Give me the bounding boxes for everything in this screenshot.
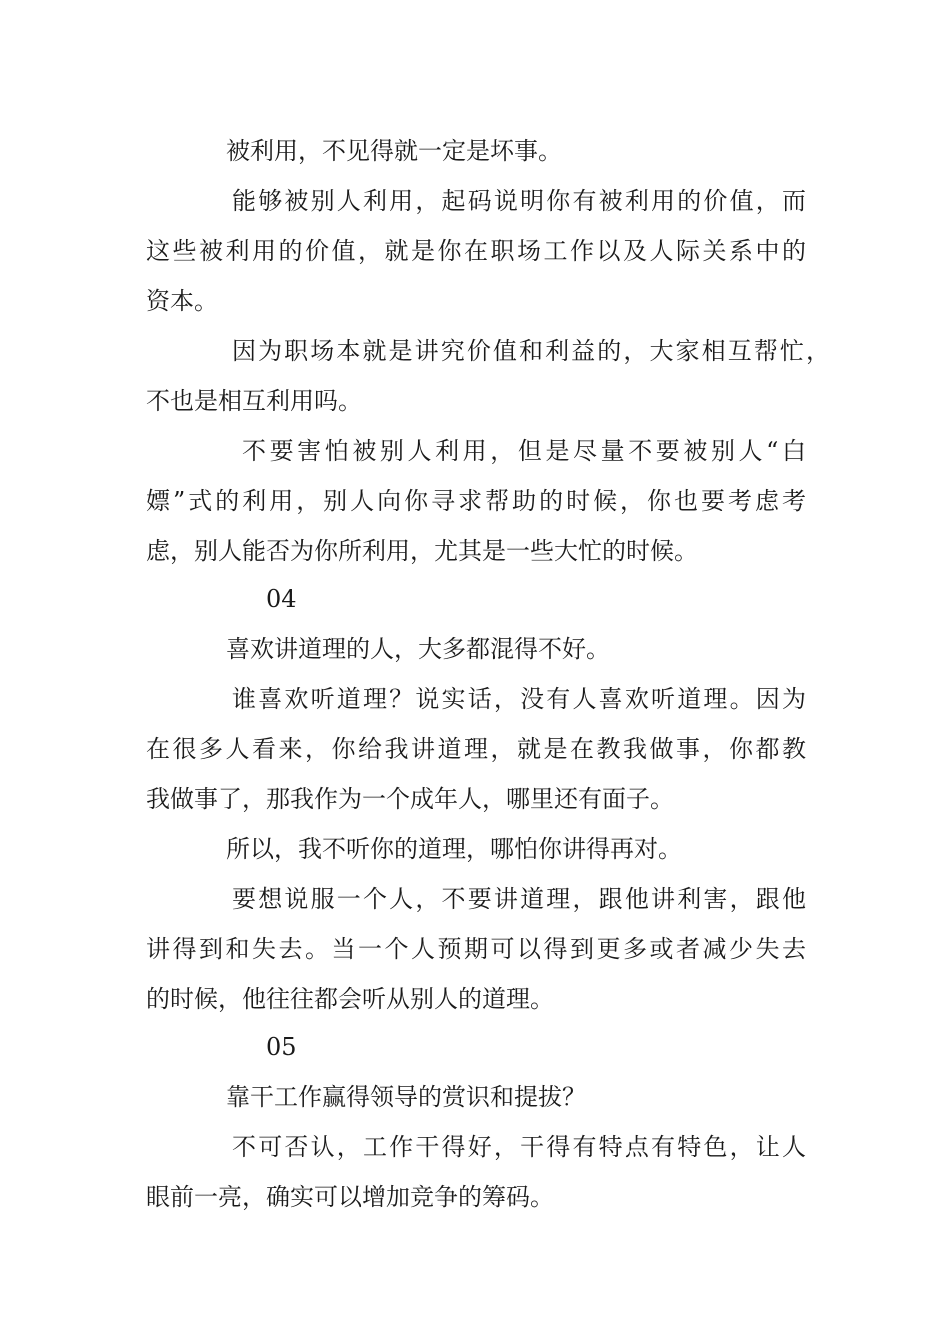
section-number: 04 — [266, 585, 297, 613]
paragraph-line: 眼前一亮，确实可以增加竞争的筹码。 — [146, 1183, 554, 1211]
paragraph-line: 讲得到和失去。当一个人预期可以得到更多或者减少失去 — [146, 935, 806, 963]
paragraph-line: 不要害怕被别人利用，但是尽量不要被别人“白 — [242, 437, 806, 465]
paragraph-line: 虑，别人能否为你所利用，尤其是一些大忙的时候。 — [146, 537, 698, 565]
section-heading: 靠干工作赢得领导的赏识和提拔？ — [226, 1083, 586, 1111]
paragraph-line: 资本。 — [146, 287, 218, 315]
paragraph-line: 要想说服一个人，不要讲道理，跟他讲利害，跟他 — [232, 885, 806, 913]
paragraph-line: 嫖”式的利用，别人向你寻求帮助的时候，你也要考虑考 — [146, 487, 806, 515]
paragraph-line: 我做事了，那我作为一个成年人，哪里还有面子。 — [146, 785, 674, 813]
paragraph-line: 在很多人看来，你给我讲道理，就是在教我做事，你都教 — [146, 735, 806, 763]
paragraph-line: 谁喜欢听道理？说实话，没有人喜欢听道理。因为 — [232, 685, 806, 713]
paragraph-line: 被利用，不见得就一定是坏事。 — [226, 137, 562, 165]
paragraph-line: 因为职场本就是讲究价值和利益的，大家相互帮忙， — [232, 337, 830, 365]
paragraph-line: 能够被别人利用，起码说明你有被利用的价值，而 — [232, 187, 806, 215]
paragraph-line: 所以，我不听你的道理，哪怕你讲得再对。 — [226, 835, 682, 863]
paragraph-line: 这些被利用的价值，就是你在职场工作以及人际关系中的 — [146, 237, 806, 265]
section-heading: 喜欢讲道理的人，大多都混得不好。 — [226, 635, 610, 663]
paragraph-line: 不也是相互利用吗。 — [146, 387, 362, 415]
section-number: 05 — [266, 1033, 297, 1061]
paragraph-line: 的时候，他往往都会听从别人的道理。 — [146, 985, 554, 1013]
paragraph-line: 不可否认，工作干得好，干得有特点有特色，让人 — [232, 1133, 806, 1161]
